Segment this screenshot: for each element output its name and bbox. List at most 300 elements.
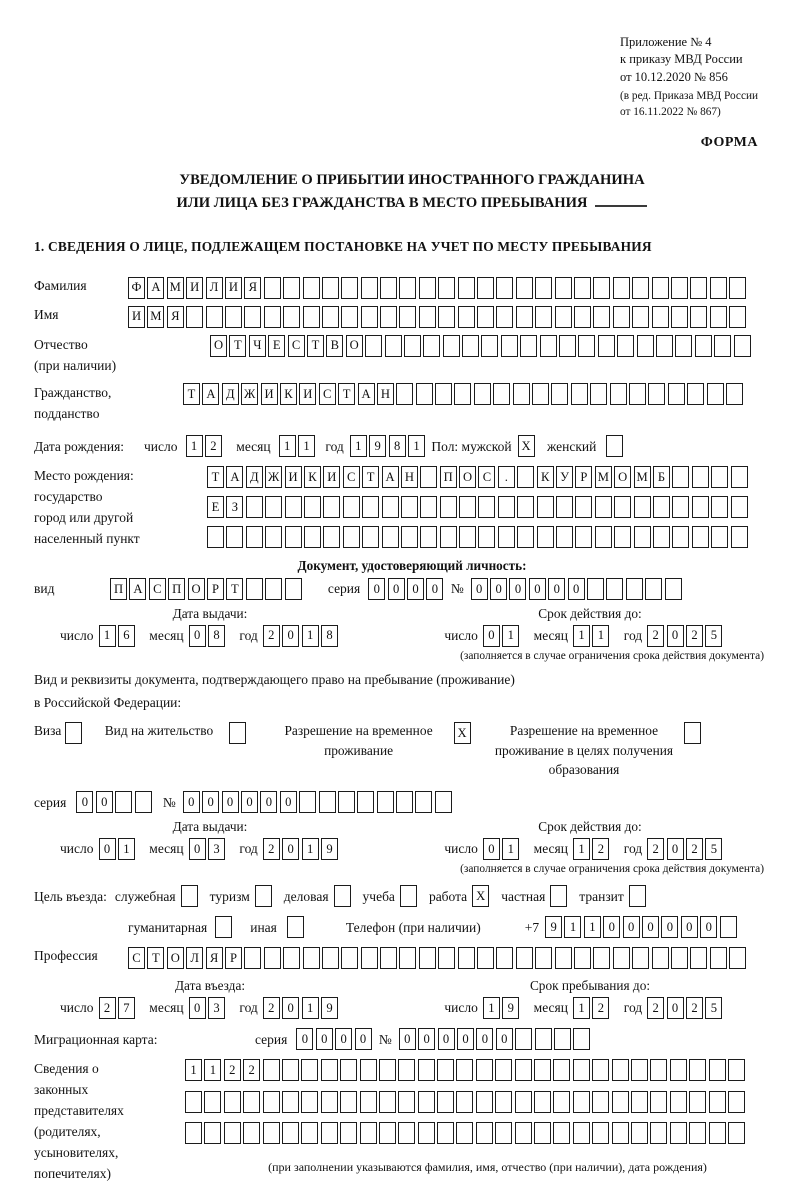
char-cell[interactable]: Я	[206, 947, 223, 969]
char-cell[interactable]	[322, 947, 339, 969]
char-cell[interactable]: 0	[388, 578, 405, 600]
char-cell[interactable]	[476, 1059, 493, 1081]
char-cell[interactable]	[481, 335, 498, 357]
char-cell[interactable]	[399, 306, 416, 328]
char-cell[interactable]: Т	[226, 578, 243, 600]
char-cell[interactable]	[477, 277, 494, 299]
char-cell[interactable]: Т	[338, 383, 355, 405]
char-cell[interactable]: И	[186, 277, 203, 299]
char-cell[interactable]	[399, 277, 416, 299]
char-cell[interactable]	[477, 306, 494, 328]
char-cell[interactable]: О	[459, 466, 476, 488]
char-cell[interactable]: Р	[575, 466, 592, 488]
char-cell[interactable]: 0	[471, 578, 488, 600]
char-cell[interactable]: 0	[496, 1028, 513, 1050]
char-cell[interactable]: 0	[202, 791, 219, 813]
char-cell[interactable]: 0	[368, 578, 385, 600]
char-cell[interactable]: 0	[316, 1028, 333, 1050]
char-cell[interactable]	[338, 791, 355, 813]
char-cell[interactable]: 0	[438, 1028, 455, 1050]
char-cell[interactable]	[517, 526, 534, 548]
char-cell[interactable]: 1	[584, 916, 601, 938]
char-cell[interactable]: 0	[99, 838, 116, 860]
char-cell[interactable]	[456, 1122, 473, 1144]
char-cell[interactable]	[515, 1059, 532, 1081]
char-cell[interactable]	[613, 306, 630, 328]
char-cell[interactable]	[380, 306, 397, 328]
char-cell[interactable]	[456, 1059, 473, 1081]
char-cell[interactable]	[382, 526, 399, 548]
char-cell[interactable]	[534, 1059, 551, 1081]
char-cell[interactable]	[532, 383, 549, 405]
char-cell[interactable]	[226, 526, 243, 548]
char-cell[interactable]: Т	[147, 947, 164, 969]
char-cell[interactable]	[574, 947, 591, 969]
char-cell[interactable]: Б	[653, 466, 670, 488]
char-cell[interactable]	[493, 383, 510, 405]
char-cell[interactable]	[665, 578, 682, 600]
char-cell[interactable]	[301, 1122, 318, 1144]
char-cell[interactable]	[606, 578, 623, 600]
char-cell[interactable]	[224, 1122, 241, 1144]
char-cell[interactable]: Ж	[241, 383, 258, 405]
char-cell[interactable]	[360, 1122, 377, 1144]
char-cell[interactable]: О	[210, 335, 227, 357]
purpose-tourism-checkbox[interactable]	[255, 885, 272, 907]
char-cell[interactable]	[729, 277, 746, 299]
char-cell[interactable]	[573, 1028, 590, 1050]
purpose-humanitarian-checkbox[interactable]	[215, 916, 232, 938]
char-cell[interactable]	[265, 526, 282, 548]
char-cell[interactable]: 6	[118, 625, 135, 647]
purpose-official-checkbox[interactable]	[181, 885, 198, 907]
char-cell[interactable]: С	[478, 466, 495, 488]
char-cell[interactable]: О	[346, 335, 363, 357]
char-cell[interactable]	[263, 1059, 280, 1081]
char-cell[interactable]	[652, 947, 669, 969]
char-cell[interactable]	[653, 526, 670, 548]
char-cell[interactable]	[652, 306, 669, 328]
char-cell[interactable]: 1	[204, 1059, 221, 1081]
char-cell[interactable]	[613, 277, 630, 299]
char-cell[interactable]: И	[225, 277, 242, 299]
char-cell[interactable]	[592, 1091, 609, 1113]
char-cell[interactable]: 1	[573, 838, 590, 860]
char-cell[interactable]	[653, 496, 670, 518]
char-cell[interactable]	[610, 383, 627, 405]
char-cell[interactable]: 1	[185, 1059, 202, 1081]
char-cell[interactable]	[517, 466, 534, 488]
char-cell[interactable]: 1	[502, 625, 519, 647]
char-cell[interactable]	[515, 1028, 532, 1050]
char-cell[interactable]	[707, 383, 724, 405]
char-cell[interactable]	[687, 383, 704, 405]
char-cell[interactable]	[323, 496, 340, 518]
char-cell[interactable]: В	[326, 335, 343, 357]
char-cell[interactable]	[496, 947, 513, 969]
char-cell[interactable]	[379, 1091, 396, 1113]
char-cell[interactable]	[670, 1122, 687, 1144]
char-cell[interactable]: 1	[573, 625, 590, 647]
char-cell[interactable]	[598, 335, 615, 357]
char-cell[interactable]: Ч	[249, 335, 266, 357]
char-cell[interactable]	[380, 277, 397, 299]
char-cell[interactable]	[244, 947, 261, 969]
char-cell[interactable]: 0	[681, 916, 698, 938]
char-cell[interactable]	[283, 947, 300, 969]
char-cell[interactable]	[443, 335, 460, 357]
char-cell[interactable]	[343, 526, 360, 548]
char-cell[interactable]	[264, 306, 281, 328]
char-cell[interactable]	[612, 1059, 629, 1081]
residence-permit-checkbox[interactable]	[229, 722, 246, 744]
char-cell[interactable]	[385, 335, 402, 357]
char-cell[interactable]: Н	[401, 466, 418, 488]
char-cell[interactable]	[650, 1059, 667, 1081]
char-cell[interactable]	[365, 335, 382, 357]
char-cell[interactable]	[692, 466, 709, 488]
char-cell[interactable]: Т	[183, 383, 200, 405]
char-cell[interactable]	[513, 383, 530, 405]
char-cell[interactable]: И	[128, 306, 145, 328]
char-cell[interactable]	[671, 306, 688, 328]
char-cell[interactable]	[304, 526, 321, 548]
char-cell[interactable]	[690, 277, 707, 299]
char-cell[interactable]	[243, 1122, 260, 1144]
char-cell[interactable]	[437, 1091, 454, 1113]
char-cell[interactable]	[438, 277, 455, 299]
char-cell[interactable]	[690, 947, 707, 969]
char-cell[interactable]	[672, 496, 689, 518]
char-cell[interactable]: 0	[667, 625, 684, 647]
char-cell[interactable]: 0	[476, 1028, 493, 1050]
char-cell[interactable]	[632, 306, 649, 328]
char-cell[interactable]	[631, 1059, 648, 1081]
char-cell[interactable]	[631, 1091, 648, 1113]
char-cell[interactable]	[535, 1028, 552, 1050]
char-cell[interactable]: 1	[279, 435, 296, 457]
char-cell[interactable]	[283, 277, 300, 299]
char-cell[interactable]	[360, 1059, 377, 1081]
char-cell[interactable]: 1	[483, 997, 500, 1019]
char-cell[interactable]: 2	[243, 1059, 260, 1081]
char-cell[interactable]	[458, 277, 475, 299]
char-cell[interactable]	[590, 383, 607, 405]
char-cell[interactable]	[476, 1122, 493, 1144]
char-cell[interactable]	[459, 526, 476, 548]
char-cell[interactable]	[322, 277, 339, 299]
char-cell[interactable]	[553, 1059, 570, 1081]
char-cell[interactable]	[416, 383, 433, 405]
char-cell[interactable]: 3	[208, 997, 225, 1019]
char-cell[interactable]	[454, 383, 471, 405]
char-cell[interactable]	[612, 1122, 629, 1144]
char-cell[interactable]	[573, 1091, 590, 1113]
char-cell[interactable]: 0	[189, 838, 206, 860]
char-cell[interactable]: 1	[99, 625, 116, 647]
char-cell[interactable]	[734, 335, 751, 357]
char-cell[interactable]: З	[226, 496, 243, 518]
char-cell[interactable]	[377, 791, 394, 813]
char-cell[interactable]: 0	[667, 997, 684, 1019]
char-cell[interactable]	[534, 1091, 551, 1113]
char-cell[interactable]: 2	[686, 997, 703, 1019]
char-cell[interactable]: С	[288, 335, 305, 357]
char-cell[interactable]	[498, 496, 515, 518]
char-cell[interactable]	[459, 496, 476, 518]
char-cell[interactable]: 1	[118, 838, 135, 860]
char-cell[interactable]: 9	[321, 838, 338, 860]
char-cell[interactable]	[225, 306, 242, 328]
char-cell[interactable]	[729, 306, 746, 328]
char-cell[interactable]	[204, 1091, 221, 1113]
char-cell[interactable]: 2	[686, 838, 703, 860]
char-cell[interactable]	[440, 496, 457, 518]
char-cell[interactable]	[729, 947, 746, 969]
char-cell[interactable]	[631, 1122, 648, 1144]
char-cell[interactable]: Я	[167, 306, 184, 328]
char-cell[interactable]	[361, 947, 378, 969]
char-cell[interactable]	[207, 526, 224, 548]
char-cell[interactable]	[435, 383, 452, 405]
char-cell[interactable]: 0	[335, 1028, 352, 1050]
char-cell[interactable]: М	[167, 277, 184, 299]
char-cell[interactable]	[593, 306, 610, 328]
char-cell[interactable]	[476, 1091, 493, 1113]
char-cell[interactable]	[556, 526, 573, 548]
char-cell[interactable]: 0	[189, 625, 206, 647]
char-cell[interactable]	[496, 277, 513, 299]
char-cell[interactable]: А	[147, 277, 164, 299]
char-cell[interactable]	[534, 1122, 551, 1144]
char-cell[interactable]	[575, 496, 592, 518]
purpose-work-checkbox[interactable]: X	[472, 885, 489, 907]
char-cell[interactable]: Р	[225, 947, 242, 969]
char-cell[interactable]: 5	[705, 625, 722, 647]
char-cell[interactable]: 7	[118, 997, 135, 1019]
char-cell[interactable]	[438, 306, 455, 328]
char-cell[interactable]	[360, 1091, 377, 1113]
char-cell[interactable]	[303, 277, 320, 299]
char-cell[interactable]: 0	[189, 997, 206, 1019]
char-cell[interactable]: 0	[548, 578, 565, 600]
char-cell[interactable]	[396, 791, 413, 813]
char-cell[interactable]	[634, 526, 651, 548]
char-cell[interactable]	[380, 947, 397, 969]
char-cell[interactable]	[652, 277, 669, 299]
char-cell[interactable]	[301, 1059, 318, 1081]
char-cell[interactable]: Ж	[265, 466, 282, 488]
char-cell[interactable]	[341, 277, 358, 299]
char-cell[interactable]: 2	[224, 1059, 241, 1081]
char-cell[interactable]: 2	[205, 435, 222, 457]
char-cell[interactable]: 1	[573, 997, 590, 1019]
char-cell[interactable]: О	[614, 466, 631, 488]
char-cell[interactable]	[675, 335, 692, 357]
char-cell[interactable]	[282, 1122, 299, 1144]
char-cell[interactable]: П	[168, 578, 185, 600]
char-cell[interactable]	[626, 578, 643, 600]
char-cell[interactable]: 2	[647, 625, 664, 647]
char-cell[interactable]	[379, 1059, 396, 1081]
char-cell[interactable]	[246, 526, 263, 548]
char-cell[interactable]	[283, 306, 300, 328]
char-cell[interactable]	[571, 383, 588, 405]
char-cell[interactable]	[285, 526, 302, 548]
char-cell[interactable]	[559, 335, 576, 357]
char-cell[interactable]	[709, 1091, 726, 1113]
char-cell[interactable]	[592, 1122, 609, 1144]
char-cell[interactable]	[341, 947, 358, 969]
char-cell[interactable]	[396, 383, 413, 405]
char-cell[interactable]	[246, 496, 263, 518]
purpose-study-checkbox[interactable]	[400, 885, 417, 907]
char-cell[interactable]: 0	[426, 578, 443, 600]
char-cell[interactable]: О	[167, 947, 184, 969]
char-cell[interactable]	[672, 466, 689, 488]
char-cell[interactable]	[690, 306, 707, 328]
char-cell[interactable]	[361, 306, 378, 328]
char-cell[interactable]	[668, 383, 685, 405]
char-cell[interactable]	[379, 1122, 396, 1144]
char-cell[interactable]: С	[128, 947, 145, 969]
char-cell[interactable]	[689, 1091, 706, 1113]
char-cell[interactable]	[574, 277, 591, 299]
char-cell[interactable]	[458, 306, 475, 328]
char-cell[interactable]	[304, 496, 321, 518]
char-cell[interactable]	[731, 466, 748, 488]
char-cell[interactable]	[516, 277, 533, 299]
char-cell[interactable]	[340, 1059, 357, 1081]
char-cell[interactable]	[246, 578, 263, 600]
char-cell[interactable]	[731, 526, 748, 548]
char-cell[interactable]: Р	[207, 578, 224, 600]
char-cell[interactable]: 0	[183, 791, 200, 813]
char-cell[interactable]	[401, 496, 418, 518]
char-cell[interactable]	[321, 1091, 338, 1113]
char-cell[interactable]	[382, 496, 399, 518]
char-cell[interactable]: С	[149, 578, 166, 600]
char-cell[interactable]	[135, 791, 152, 813]
char-cell[interactable]: 0	[296, 1028, 313, 1050]
char-cell[interactable]: А	[226, 466, 243, 488]
char-cell[interactable]: 1	[502, 838, 519, 860]
char-cell[interactable]: 9	[545, 916, 562, 938]
char-cell[interactable]	[709, 1059, 726, 1081]
char-cell[interactable]	[617, 335, 634, 357]
char-cell[interactable]: 2	[263, 838, 280, 860]
char-cell[interactable]: А	[129, 578, 146, 600]
char-cell[interactable]	[540, 335, 557, 357]
char-cell[interactable]	[692, 526, 709, 548]
char-cell[interactable]	[495, 1122, 512, 1144]
char-cell[interactable]	[656, 335, 673, 357]
purpose-other-checkbox[interactable]	[287, 916, 304, 938]
char-cell[interactable]	[361, 277, 378, 299]
char-cell[interactable]	[709, 1122, 726, 1144]
char-cell[interactable]: 2	[647, 997, 664, 1019]
char-cell[interactable]: И	[261, 383, 278, 405]
char-cell[interactable]: 2	[647, 838, 664, 860]
char-cell[interactable]: 9	[369, 435, 386, 457]
char-cell[interactable]: С	[319, 383, 336, 405]
char-cell[interactable]	[575, 526, 592, 548]
char-cell[interactable]: 0	[280, 791, 297, 813]
char-cell[interactable]	[711, 496, 728, 518]
char-cell[interactable]	[648, 383, 665, 405]
char-cell[interactable]	[282, 1091, 299, 1113]
char-cell[interactable]	[285, 496, 302, 518]
char-cell[interactable]: 0	[483, 838, 500, 860]
char-cell[interactable]: 9	[502, 997, 519, 1019]
visa-checkbox[interactable]	[65, 722, 82, 744]
char-cell[interactable]	[185, 1122, 202, 1144]
char-cell[interactable]	[301, 1091, 318, 1113]
char-cell[interactable]: П	[110, 578, 127, 600]
char-cell[interactable]	[554, 1028, 571, 1050]
char-cell[interactable]	[710, 947, 727, 969]
char-cell[interactable]: 0	[509, 578, 526, 600]
char-cell[interactable]: 9	[321, 997, 338, 1019]
char-cell[interactable]	[321, 1059, 338, 1081]
char-cell[interactable]	[535, 277, 552, 299]
char-cell[interactable]: 2	[686, 625, 703, 647]
char-cell[interactable]	[650, 1122, 667, 1144]
char-cell[interactable]	[440, 526, 457, 548]
char-cell[interactable]: 0	[490, 578, 507, 600]
char-cell[interactable]	[614, 496, 631, 518]
char-cell[interactable]: А	[358, 383, 375, 405]
char-cell[interactable]	[435, 791, 452, 813]
char-cell[interactable]	[437, 1059, 454, 1081]
char-cell[interactable]	[263, 1091, 280, 1113]
char-cell[interactable]	[415, 791, 432, 813]
char-cell[interactable]: 3	[208, 838, 225, 860]
char-cell[interactable]: 2	[592, 997, 609, 1019]
char-cell[interactable]	[731, 496, 748, 518]
char-cell[interactable]: Л	[206, 277, 223, 299]
char-cell[interactable]	[710, 306, 727, 328]
char-cell[interactable]: 1	[408, 435, 425, 457]
char-cell[interactable]: 0	[661, 916, 678, 938]
char-cell[interactable]	[574, 306, 591, 328]
char-cell[interactable]	[299, 791, 316, 813]
char-cell[interactable]	[495, 1059, 512, 1081]
char-cell[interactable]	[206, 306, 223, 328]
char-cell[interactable]: 0	[241, 791, 258, 813]
char-cell[interactable]	[224, 1091, 241, 1113]
char-cell[interactable]	[670, 1091, 687, 1113]
char-cell[interactable]	[322, 306, 339, 328]
char-cell[interactable]	[689, 1059, 706, 1081]
char-cell[interactable]: К	[280, 383, 297, 405]
char-cell[interactable]	[264, 947, 281, 969]
char-cell[interactable]: 0	[623, 916, 640, 938]
char-cell[interactable]	[495, 1091, 512, 1113]
char-cell[interactable]: Т	[307, 335, 324, 357]
char-cell[interactable]: 2	[99, 997, 116, 1019]
char-cell[interactable]	[362, 526, 379, 548]
char-cell[interactable]: К	[537, 466, 554, 488]
char-cell[interactable]	[515, 1091, 532, 1113]
char-cell[interactable]	[456, 1091, 473, 1113]
char-cell[interactable]: Т	[362, 466, 379, 488]
char-cell[interactable]	[726, 383, 743, 405]
char-cell[interactable]	[614, 526, 631, 548]
char-cell[interactable]: 0	[222, 791, 239, 813]
char-cell[interactable]	[204, 1122, 221, 1144]
char-cell[interactable]	[728, 1091, 745, 1113]
